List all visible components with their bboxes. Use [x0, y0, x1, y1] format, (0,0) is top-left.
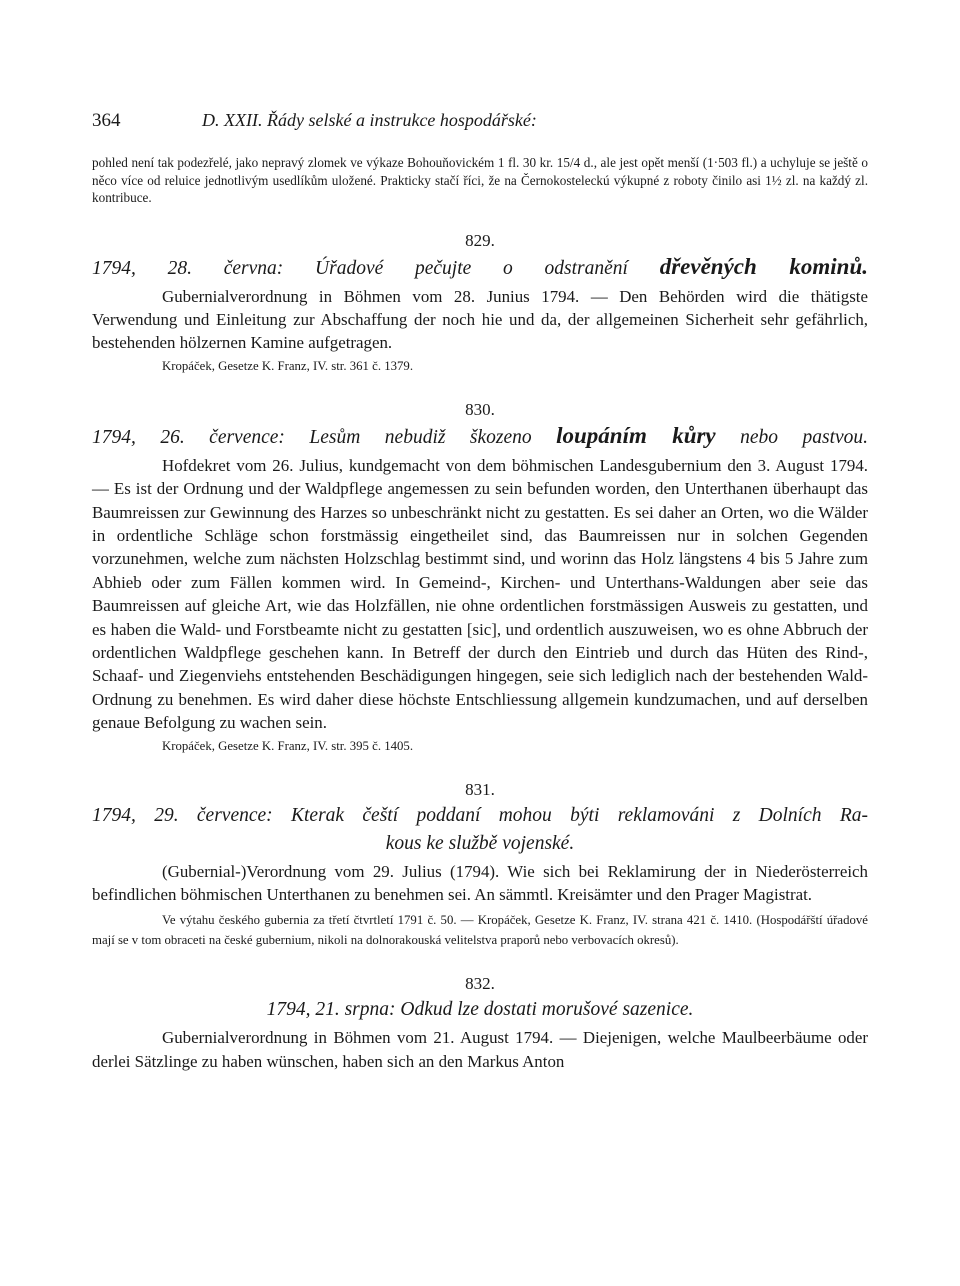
entry-832: [92, 972, 868, 1073]
entry-title: [92, 253, 868, 283]
intro-paragraph: pohled není tak podezřelé, jako nepravý zlomek ve výkaze Bohouňovickém 1 fl. 30 kr. 15/4 d., ale jest opět menší (1·503 fl.) a uchyluje se ještě o něco více od reluice jednotlivým usedlíkům uložené. Prakticky stačí říci, že na Černokosteleckú výkupné z roboty činilo asi 1½ zl. na každý zl. kontribuce.: [92, 155, 868, 205]
entry-title: [92, 802, 868, 830]
document-page: [92, 110, 868, 1073]
entry-title-continuation: [92, 830, 868, 858]
page-number: 364: [92, 110, 121, 131]
entry-title-emphasis: loupáním kůry: [556, 422, 716, 448]
entry-title-text: Odkud lze dostati morušové sazenice.: [400, 999, 694, 1021]
entry-number: 829.: [465, 230, 495, 250]
entry-title-text: Úřadové pečujte o odstranění: [315, 257, 628, 279]
entry-body: Gubernialverordnung in Böhmen vom 21. August 1794. — Diejenigen, welche Maulbeerbäume oder derlei Sätzlinge zu haben wünschen, haben sich an den Markus Anton: [92, 1028, 868, 1071]
entry-body: Gubernialverordnung in Böhmen vom 28. Junius 1794. — Den Behörden wird die thätigste Verwendung und Einleitung zur Abschaffung der noch hie und da, der allgemeinen Sicherheit sehr gefährlich, bestehenden hölzernen Kamine aufgetragen.: [92, 286, 868, 353]
entry-date: 1794, 21. srpna:: [266, 999, 396, 1021]
entry-date: 1794, 26. července:: [92, 426, 285, 448]
entry-831: [92, 778, 868, 951]
entry-number: 832.: [465, 974, 495, 994]
entry-title: [92, 422, 868, 452]
running-header: [92, 110, 868, 150]
entry-source: Kropáček, Gesetze K. Franz, IV. str. 361 č. 1379.: [162, 358, 414, 373]
entry-title-line2: kous ke službě vojenské.: [385, 832, 575, 854]
entry-date: 1794, 29. července:: [92, 804, 273, 826]
entry-date: 1794, 28. června:: [92, 257, 284, 279]
entry-source-note: Ve výtahu českého gubernia za třetí čtvrtletí 1791 č. 50. — Kropáček, Gesetze K. Franz, IV. strana 421 č. 1410. (Hospodářští úřadové mají se v tom obraceti na české gubernium, nikoli na dolnorakouská velitelstva praporů nebo verbovacích okresů).: [92, 913, 868, 948]
entry-829: [92, 229, 868, 376]
entry-title-text: Lesům nebudiž škozeno: [309, 426, 532, 448]
entry-number: 831.: [465, 779, 495, 799]
entry-body: Hofdekret vom 26. Julius, kundgemacht von dem böhmischen Landesgubernium den 3. August 1794. — Es ist der Ordnung und der Waldpflege angemessen zu sein befunden worden, den Unterthanen überhaupt das Baumreissen zur Gewinnung des Harzes so unbeschränkt nicht zu gestatten. Es sei daher an Orten, wo die Wälder in ordentliche Schläge schon forstmässig eingetheilet sind, das Baumreissen nur in solchen Gegenden vorzunehmen, welche zum nächsten Holzschlag bestimmt sind, und worinn das Holz längstens 4 bis 5 Jahre zum Abhieb oder zum Fällen kommen wird. In Gemeind-, Kirchen- und Unterthans-Waldungen aber seie das Baumreissen auf gleiche Art, wie das Holzfällen, nie ohne ordentlichen forstmässigen Ausweis zu gestatten, und es haben die Wald- und Forstbeamte nicht zu gestatten [sic], und ordentlich auszuweisen, wo es ohne Abbruch der ordentlichen Waldpflege geschehen kann. In Betreff der durch den Eintrieb und durch das Hüten des Rind-, Schaaf- und Ziegenviehs entstehenden Beschädigungen hingegen, seie sich lediglich nach der bestehenden Wald-Ordnung zu benehmen. Es wird daher diese höchste Entschliessung allgemein kundzumachen, und auf derselben genaue Befolgung zu wachen sein.: [92, 455, 868, 733]
entry-source: Kropáček, Gesetze K. Franz, IV. str. 395 č. 1405.: [162, 738, 414, 753]
entry-title-text: Kterak čeští poddaní mohou býti reklamováni z Dolních Ra-: [291, 804, 868, 826]
running-title: D. XXII. Řády selské a instrukce hospodářské:: [202, 110, 537, 130]
entry-title-emphasis: dřevěných kominů.: [659, 253, 869, 279]
entry-title-tail: nebo pastvou.: [740, 426, 869, 448]
entry-body: (Gubernial-)Verordnung vom 29. Julius (1794). Wie sich bei Reklamirung der in Niederösterreich befindlichen böhmischen Unterthanen zu benehmen sei. An sämmtl. Kreisämter und den Prager Magistrat.: [92, 861, 868, 904]
entry-number: 830.: [465, 399, 495, 419]
entry-830: [92, 398, 868, 756]
entry-title: [92, 996, 868, 1024]
